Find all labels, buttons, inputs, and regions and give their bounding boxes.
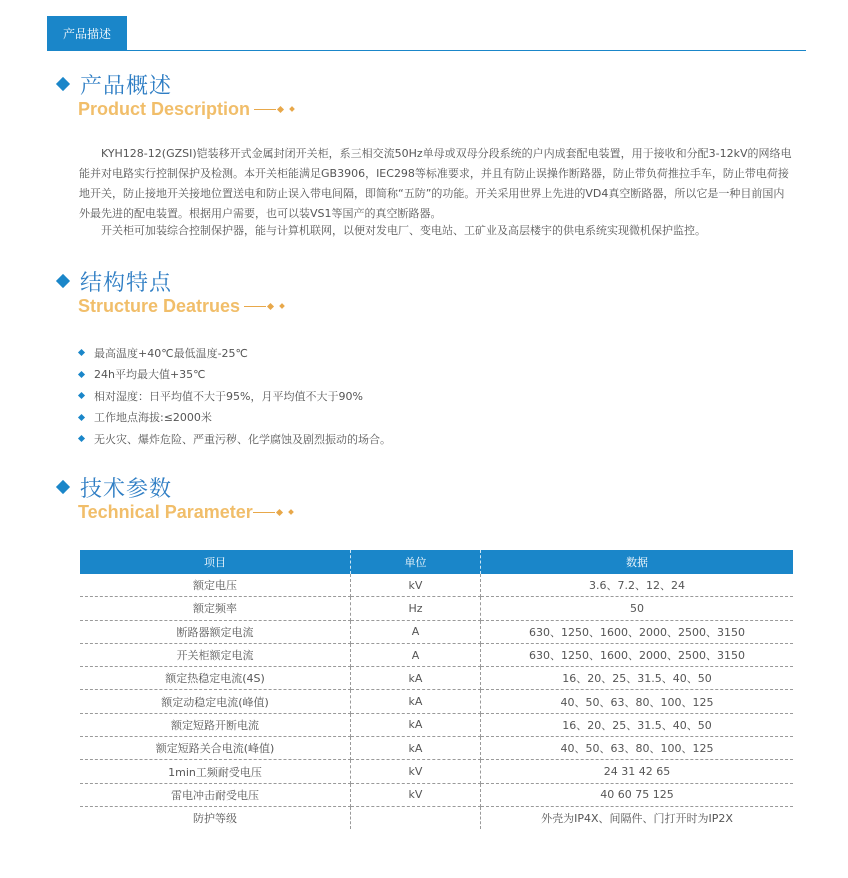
section-subtitle: Product Description (78, 98, 251, 119)
list-item: 无火灾、爆炸危险、严重污秽、化学腐蚀及剧烈振动的场合。 (79, 428, 391, 450)
arrow-decoration-icon (254, 107, 294, 112)
table-row: 额定频率 Hz 50 (80, 597, 793, 620)
table-row: 额定动稳定电流(峰值) kA 40、50、63、80、100、125 (80, 690, 793, 713)
table-row: 雷电冲击耐受电压 kV 40 60 75 125 (80, 783, 793, 806)
section-title: 产品概述 (80, 73, 173, 99)
tab-bar (47, 16, 806, 51)
diamond-icon (56, 480, 70, 494)
table-row: 1min工频耐受电压 kV 24 31 42 65 (80, 760, 793, 783)
section-title: 技术参数 (80, 476, 173, 502)
table-row: 额定短路关合电流(峰值) kA 40、50、63、80、100、125 (80, 737, 793, 760)
table-row: 额定短路开断电流 kA 16、20、25、31.5、40、50 (80, 713, 793, 736)
bullet-diamond-icon (78, 435, 85, 442)
section-header-overview (56, 71, 294, 120)
tab-product-description[interactable]: 产品描述 (47, 16, 127, 50)
feature-list (79, 342, 391, 450)
bullet-diamond-icon (78, 392, 85, 399)
table-row: 额定电压 kV 3.6、7.2、12、24 (80, 574, 793, 597)
list-item: 24h平均最大值+35℃ (79, 364, 391, 386)
table-row: 断路器额定电流 A 630、1250、1600、2000、2500、3150 (80, 620, 793, 643)
list-item: 最高温度+40℃最低温度-25℃ (79, 342, 391, 364)
list-item: 相对湿度：日平均值不大于95%，月平均值不大于90% (79, 385, 391, 407)
arrow-decoration-icon (244, 304, 284, 309)
bullet-diamond-icon (78, 349, 85, 356)
table-header-row (80, 550, 793, 574)
arrow-decoration-icon (253, 510, 293, 515)
diamond-icon (56, 274, 70, 288)
section-header-structure (56, 268, 284, 317)
description-paragraph-2: 开关柜可加装综合控制保护器，能与计算机联网，以便对发电厂、变电站、工矿业及高层楼宇的供电系统实现微机保护监控。 (101, 224, 706, 237)
table-row: 开关柜额定电流 A 630、1250、1600、2000、2500、3150 (80, 643, 793, 666)
list-item: 工作地点海拔:≤2000米 (79, 407, 391, 429)
column-header-unit: 单位 (351, 550, 481, 574)
table-row: 防护等级 外壳为IP4X、间隔件、门打开时为IP2X (80, 806, 793, 829)
diamond-icon (56, 77, 70, 91)
section-subtitle: Technical Parameter (78, 501, 253, 522)
table-row: 额定热稳定电流(4S) kA 16、20、25、31.5、40、50 (80, 667, 793, 690)
column-header-data: 数据 (481, 550, 794, 574)
bullet-diamond-icon (78, 414, 85, 421)
description-paragraph-1: KYH128-12(GZSI)铠装移开式金属封闭开关柜，系三相交流50Hz单母或双母分段系统的户内成套配电装置，用于接收和分配3-12kV的网络电能并对电路实行控制保护及检测。本开关柜能满足GB3906，IEC298等标准要求，并且有防止误操作断路器，防止带负荷推拉手车，防止带电荷接地开关，防止接地开关接地位置送电和防止误入带电间隔，即简称“五防”的功能。开关采用世界上先进的VD4真空断路器，所以它是一种目前国内外最先进的配电装置。根据用户需要，也可以装VS1等国产的真空断路器。 (79, 147, 792, 220)
section-header-parameters (56, 474, 293, 523)
section-title: 结构特点 (80, 270, 173, 296)
column-header-item: 项目 (80, 550, 351, 574)
parameter-table (80, 550, 793, 829)
section-subtitle: Structure Deatrues (78, 295, 241, 316)
bullet-diamond-icon (78, 371, 85, 378)
